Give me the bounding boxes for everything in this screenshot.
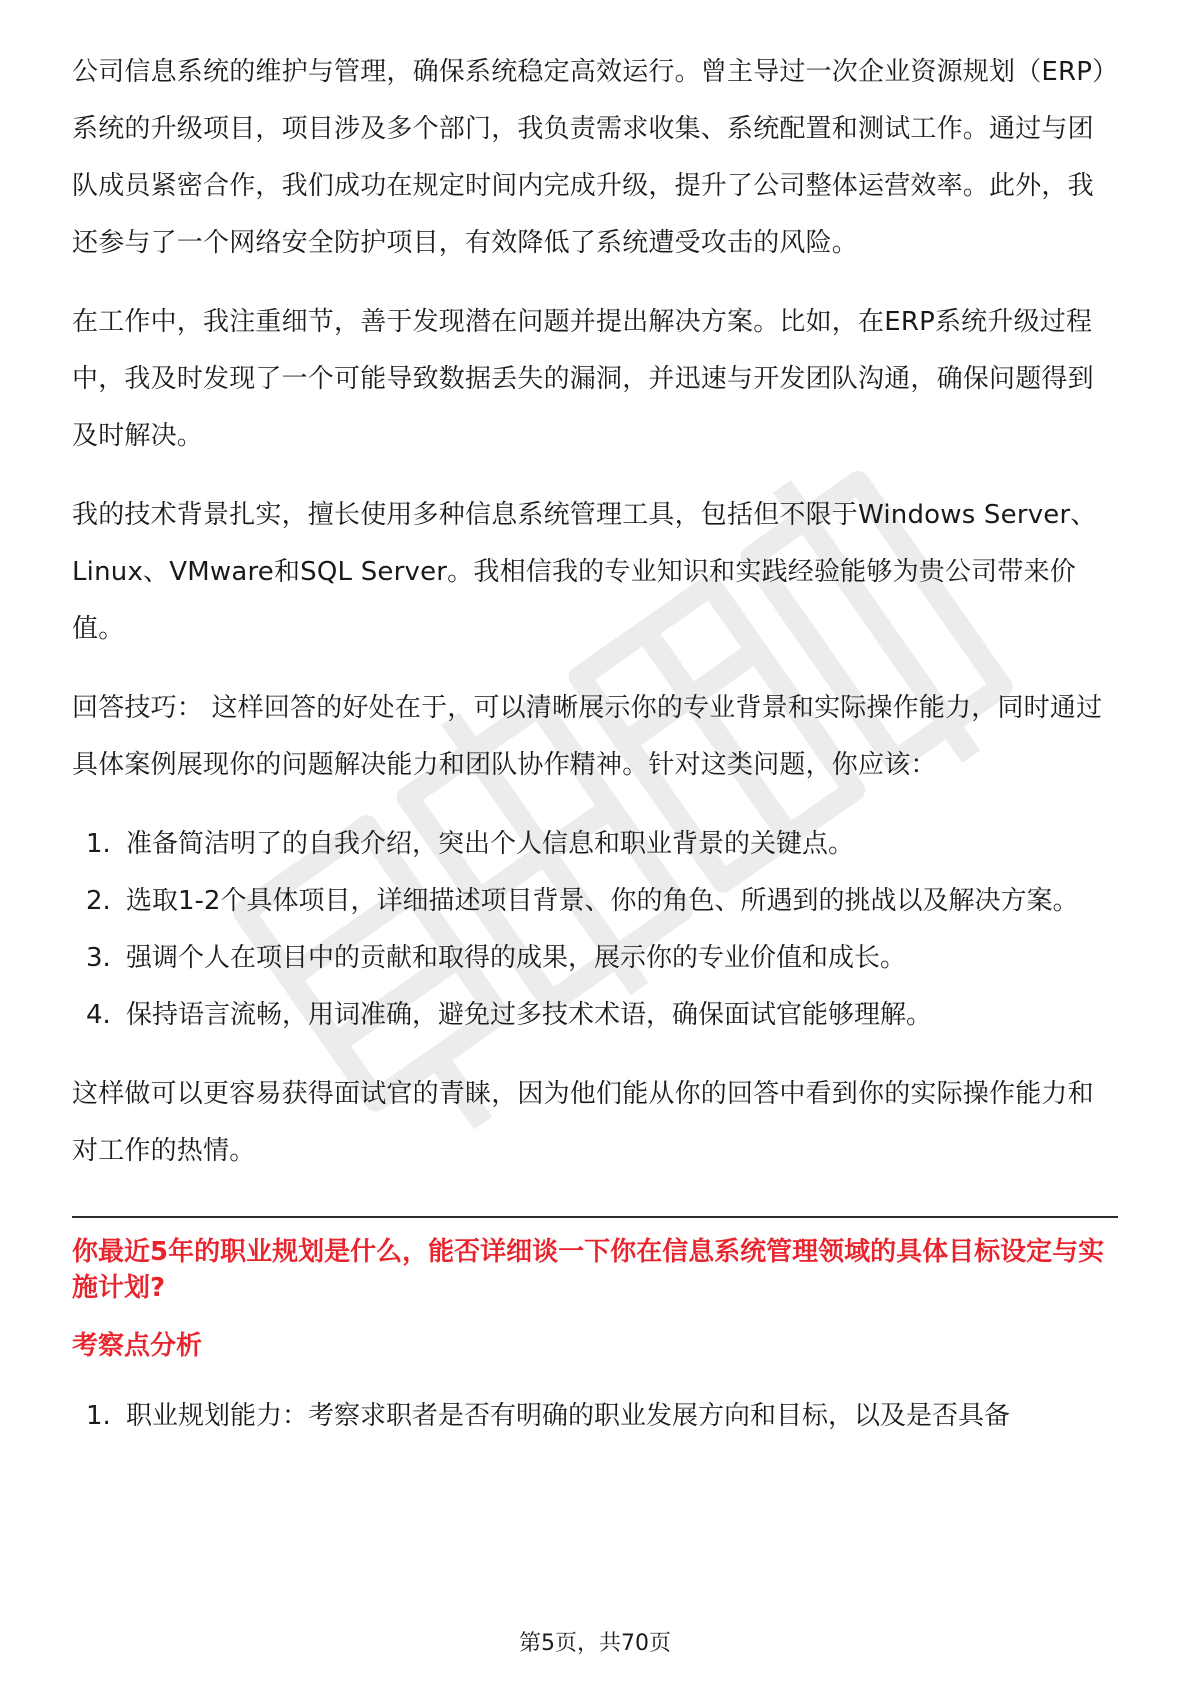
answer-tips-paragraph: 回答技巧： 这样回答的好处在于，可以清晰展示你的专业背景和实际操作能力，同时通过具体案例展现你的问题解决能力和团队协作精神。针对这类问题，你应该： xyxy=(72,693,1103,780)
body-paragraph-1: 公司信息系统的维护与管理，确保系统稳定高效运行。曾主导过一次企业资源规划（ERP）系统的升级项目，项目涉及多个部门，我负责需求收集、系统配置和测试工作。通过与团队成员紧密合作，我们成功在规定时间内完成升级，提升了公司整体运营效率。此外，我还参与了一个网络安全防护项目，有效降低了系统遭受攻击的风险。 xyxy=(72,57,1106,258)
tips-list xyxy=(72,816,1118,1044)
list-item-text: 职业规划能力：考察求职者是否有明确的职业发展方向和目标，以及是否具备 xyxy=(126,1401,1011,1431)
closing-paragraph: 这样做可以更容易获得面试官的青睐，因为他们能从你的回答中看到你的实际操作能力和对工作的热情。 xyxy=(72,1079,1094,1166)
list-item-text: 准备简洁明了的自我介绍，突出个人信息和职业背景的关键点。 xyxy=(126,829,855,859)
list-number: 1. xyxy=(86,1401,111,1431)
interview-question: 你最近5年的职业规划是什么，能否详细谈一下你在信息系统管理领域的具体目标设定与实施计划? xyxy=(72,1237,1105,1303)
list-number: 1. xyxy=(86,829,111,859)
list-item-text: 保持语言流畅，用词准确，避免过多技术术语，确保面试官能够理解。 xyxy=(126,1000,933,1030)
body-paragraph-3: 我的技术背景扎实，擅长使用多种信息系统管理工具，包括但不限于Windows Server、Linux、VMware和SQL Server。我相信我的专业知识和实践经验能够为贵公司带来价值。 xyxy=(72,500,1097,644)
list-number: 3. xyxy=(86,943,111,973)
list-item xyxy=(72,816,1118,873)
analysis-list xyxy=(72,1388,1118,1445)
list-item xyxy=(72,930,1118,987)
list-item xyxy=(72,987,1118,1044)
list-number: 4. xyxy=(86,1000,111,1030)
document-body xyxy=(72,44,1118,1467)
analysis-heading: 考察点分析 xyxy=(72,1331,203,1361)
list-item xyxy=(72,873,1118,930)
list-item-text: 强调个人在项目中的贡献和取得的成果，展示你的专业价值和成长。 xyxy=(126,943,907,973)
body-paragraph-2: 在工作中，我注重细节，善于发现潜在问题并提出解决方案。比如，在ERP系统升级过程中，我及时发现了一个可能导致数据丢失的漏洞，并迅速与开发团队沟通，确保问题得到及时解决。 xyxy=(72,307,1094,451)
page-footer: 第5页，共70页 xyxy=(519,1631,671,1656)
list-number: 2. xyxy=(86,886,111,916)
list-item-text: 选取1-2个具体项目，详细描述项目背景、你的角色、所遇到的挑战以及解决方案。 xyxy=(126,886,1079,916)
section-divider xyxy=(72,1216,1118,1218)
list-item xyxy=(72,1388,1118,1445)
